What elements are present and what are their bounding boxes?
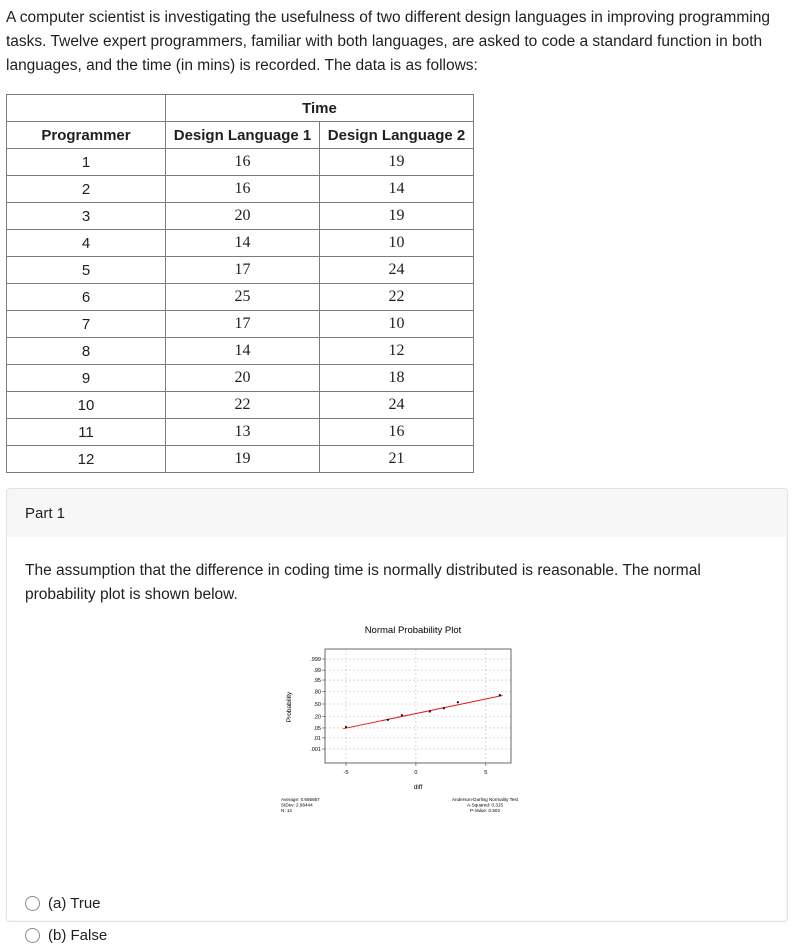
data-point	[401, 714, 403, 716]
data-point	[345, 726, 347, 728]
lang2-cell: 18	[320, 365, 474, 392]
programmer-cell: 11	[7, 419, 166, 446]
lang1-cell: 17	[166, 257, 320, 284]
table-body	[7, 149, 474, 473]
table-row	[7, 284, 474, 311]
option-b[interactable]	[25, 927, 107, 944]
programmer-cell: 10	[7, 392, 166, 419]
y-axis-label: Probability	[286, 691, 293, 723]
fit-line	[343, 696, 502, 729]
programmer-cell: 5	[7, 257, 166, 284]
stats-summary	[281, 797, 320, 813]
programmer-cell: 1	[7, 149, 166, 176]
lang1-cell: 14	[166, 230, 320, 257]
table-row	[7, 203, 474, 230]
part-1-panel	[6, 488, 788, 944]
table-row	[7, 338, 474, 365]
option-b-label: (b) False	[48, 927, 108, 944]
test-line: A-Squared: 0.315	[466, 802, 504, 808]
programmer-cell: 3	[7, 203, 166, 230]
data-point	[499, 694, 501, 696]
x-tick-label: 0	[414, 770, 418, 776]
programmer-cell: 8	[7, 338, 166, 365]
data-point	[429, 710, 431, 712]
chart-grid	[325, 649, 511, 763]
part-title: Part 1	[25, 505, 66, 522]
table-row	[7, 176, 474, 203]
programmer-cell: 2	[7, 176, 166, 203]
option-b-radio[interactable]	[25, 928, 40, 943]
table-row	[7, 311, 474, 338]
data-point	[457, 701, 459, 703]
lang1-cell: 20	[166, 203, 320, 230]
data-table	[6, 94, 474, 473]
chart-title: Normal Probability Plot	[364, 625, 462, 636]
option-a[interactable]	[25, 895, 101, 912]
table-row	[7, 230, 474, 257]
lang2-cell: 22	[320, 284, 474, 311]
table-corner-cell	[7, 95, 166, 122]
lang2-cell: 12	[320, 338, 474, 365]
lang2-cell: 10	[320, 230, 474, 257]
lang2-cell: 21	[320, 446, 474, 473]
lang2-cell: 24	[320, 257, 474, 284]
lang2-cell: 19	[320, 149, 474, 176]
y-tick-label: .20	[313, 714, 321, 721]
lang1-header: Design Language 1	[166, 122, 320, 149]
lang1-cell: 22	[166, 392, 320, 419]
table-row	[7, 365, 474, 392]
lang2-cell: 24	[320, 392, 474, 419]
lang2-cell: 19	[320, 203, 474, 230]
y-tick-label: .99	[313, 668, 321, 675]
programmer-cell: 12	[7, 446, 166, 473]
x-tick-label: -5	[343, 770, 349, 776]
table-row	[7, 419, 474, 446]
lang1-cell: 16	[166, 176, 320, 203]
lang2-cell: 16	[320, 419, 474, 446]
table-row	[7, 257, 474, 284]
programmer-cell: 6	[7, 284, 166, 311]
part-body	[7, 537, 785, 944]
table-row	[7, 392, 474, 419]
data-point	[443, 707, 445, 709]
y-tick-label: .999	[310, 657, 321, 663]
lang1-cell: 19	[166, 446, 320, 473]
stats-line: Average: 0.666667	[281, 797, 320, 802]
option-a-radio[interactable]	[25, 896, 40, 911]
question-intro: A computer scientist is investigating the usefulness of two different design languages in improving programming tasks. Twelve expert programmers, familiar with both languages, are asked to code a standard function in both languages, and the time (in mins) is recorded. The data is as follows:	[6, 9, 770, 74]
stats-line: StDev: 2.96444	[281, 802, 313, 808]
y-tick-label: .95	[313, 678, 321, 685]
x-axis-label: diff	[413, 784, 423, 791]
lang1-cell: 25	[166, 284, 320, 311]
x-tick-label: 5	[484, 770, 488, 776]
programmer-cell: 9	[7, 365, 166, 392]
lang1-cell: 14	[166, 338, 320, 365]
y-tick-label: .001	[310, 747, 321, 753]
data-point	[387, 719, 389, 721]
stats-line: N: 12	[281, 808, 292, 813]
lang2-cell: 10	[320, 311, 474, 338]
lang1-cell: 20	[166, 365, 320, 392]
lang2-header: Design Language 2	[320, 122, 474, 149]
plot-frame	[325, 649, 511, 763]
y-tick-label: .05	[313, 725, 321, 732]
lang1-cell: 17	[166, 311, 320, 338]
table-row	[7, 149, 474, 176]
x-axis-ticks	[344, 763, 488, 776]
programmer-cell: 7	[7, 311, 166, 338]
time-group-header: Time	[166, 95, 474, 122]
test-line: P-Value: 0.502	[469, 808, 501, 813]
y-tick-label: .01	[313, 735, 321, 742]
y-tick-label: .80	[313, 689, 321, 696]
lang1-cell: 13	[166, 419, 320, 446]
normality-test-summary	[452, 797, 519, 813]
programmer-header: Programmer	[7, 122, 166, 149]
y-axis-ticks	[310, 657, 325, 753]
part-description: The assumption that the difference in coding time is normally distributed is reasonable. The normal probability plot is shown below.	[25, 562, 701, 603]
table-row	[7, 446, 474, 473]
option-a-label: (a) True	[48, 895, 101, 912]
lang2-cell: 14	[320, 176, 474, 203]
test-line: Anderson-Darling Normality Test	[451, 797, 519, 802]
lang1-cell: 16	[166, 149, 320, 176]
normal-probability-plot	[7, 537, 785, 920]
y-tick-label: .50	[313, 702, 321, 708]
programmer-cell: 4	[7, 230, 166, 257]
